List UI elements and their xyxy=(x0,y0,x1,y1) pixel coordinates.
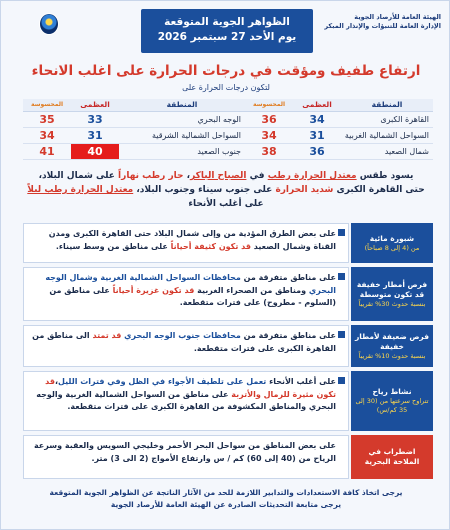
feel-cell: 41 xyxy=(23,143,71,159)
col-region: المنطقة xyxy=(341,99,433,111)
bulletin-date: يوم الأحد 27 سبتمبر 2026 xyxy=(157,31,297,43)
card-highlight: قد تكون مثيرة للرمال والأتربة xyxy=(45,377,336,399)
card-text: على مناطق من (السلوم - مطروح) على فترات متقطعة. xyxy=(49,285,336,307)
general-text: يسود طقس xyxy=(356,171,414,181)
card-text: على مناطق من السواحل الشمالية الغربية والوجه البحري والمناطق المكشوفة من القاهرة الكبرى على فترات متقطعة. xyxy=(36,389,336,411)
general-highlight: معتدل الحرارة رطب ليلاً xyxy=(27,185,134,195)
authority-logo-icon xyxy=(39,13,59,35)
region-cell: الوجه البحري xyxy=(119,111,245,127)
card-wind xyxy=(23,371,433,431)
card-highlight: قد تكون كثيفة أحياناً xyxy=(170,241,251,251)
max-cell: 33 xyxy=(71,111,119,127)
card-weak-rain xyxy=(23,325,433,367)
card-label xyxy=(351,435,433,479)
feel-cell: 38 xyxy=(245,143,293,159)
card-label xyxy=(351,223,433,263)
general-highlight: حار رطب نهاراً xyxy=(118,171,184,181)
card-text: على أغلب الأنحاء xyxy=(266,377,336,386)
card-marine xyxy=(23,435,433,479)
bullet-icon xyxy=(338,377,345,384)
general-text: على شمال البلاد، xyxy=(38,171,119,181)
feel-cell: 36 xyxy=(245,111,293,127)
feel-cell: 34 xyxy=(245,127,293,143)
general-highlight: معتدل الحرارة رطب xyxy=(267,171,357,181)
card-body xyxy=(23,325,349,367)
card-fog xyxy=(23,223,433,263)
card-label-title: فرص أمطار خفيفة قد تكون متوسطة xyxy=(356,279,428,299)
col-max-2: العظمى xyxy=(71,99,119,111)
general-text: على جنوب سيناء وجنوب البلاد، xyxy=(133,185,276,195)
org-line-2: الإدارة العامة للتنبؤات والإنذار المبكر xyxy=(324,22,441,30)
table-header-row xyxy=(23,99,433,111)
org-line-1: الهيئة العامة للأرصاد الجوية xyxy=(354,13,441,21)
card-label-detail: من (4 إلى 8 صباحاً) xyxy=(364,243,420,252)
card-highlight: قد تكون غزيرة أحياناً xyxy=(112,285,195,295)
region-cell: شمال الصعيد xyxy=(341,143,433,159)
general-text: على أغلب الأنحاء xyxy=(188,199,264,209)
card-text: على بعض المناطق من سواحل البحر الأحمر وخليجي السويس والعقبة وسرعة الرياح من (40 إلى 60) كم / س وارتفاع الأمواج (2 الى 3) متر. xyxy=(33,441,336,463)
card-highlight: تعمل على تلطيف الأجواء في الظل وفي فترات الليل xyxy=(58,377,267,386)
card-label-title: شبورة مائية xyxy=(369,233,415,243)
card-label-title: فرص ضعيفة لأمطار خفيفة xyxy=(354,331,430,351)
bullet-icon xyxy=(338,273,345,280)
card-label-detail: الملاحة البحرية xyxy=(364,457,420,466)
general-text: حتى القاهرة الكبرى xyxy=(333,185,425,195)
card-body xyxy=(23,223,349,263)
footer-line-2: يرجى متابعة التحديثات الصادرة عن الهيئة العامة للأرصاد الجوية xyxy=(110,500,342,509)
card-label-title: نشاط رياح xyxy=(372,387,412,396)
card-body xyxy=(23,435,349,479)
max-cell-hot: 40 xyxy=(71,143,119,159)
card-text: الى مناطق من القاهرة الكبرى على فترات متقطعة. xyxy=(32,331,336,353)
headline-subtitle: لتكون درجات الحرارة على xyxy=(182,83,270,92)
card-label-detail: بنسبة حدوث 30% تقريباً xyxy=(358,299,426,308)
card-text: ومناطق من الصحراء الغربية xyxy=(194,285,309,295)
card-text: على مناطق متفرقة من xyxy=(240,331,336,340)
bullet-icon xyxy=(338,331,345,338)
header xyxy=(1,1,450,57)
col-max: العظمى xyxy=(293,99,341,111)
headline-title: ارتفاع طفيف ومؤقت في درجات الحرارة على اغلب الانحاء xyxy=(31,63,421,79)
region-cell: السواحل الشمالية الغربية xyxy=(341,127,433,143)
general-text: ، xyxy=(183,171,191,181)
col-feel-2: المحسوسة xyxy=(23,99,71,111)
feel-cell: 35 xyxy=(23,111,71,127)
card-highlight: قد تمتد xyxy=(92,331,122,340)
region-cell: القاهرة الكبرى xyxy=(341,111,433,127)
general-description xyxy=(15,169,437,211)
card-label-title: اضطراب في xyxy=(368,447,416,456)
table-row xyxy=(23,143,433,159)
card-text: على بعض الطرق المؤدية من وإلى شمال البلاد حتى القاهرة الكبرى ومدن القناة وشمال الصعيد xyxy=(48,229,336,251)
max-cell: 36 xyxy=(293,143,341,159)
temperature-table xyxy=(23,99,433,160)
title-banner xyxy=(141,9,313,53)
card-rain xyxy=(23,267,433,321)
region-cell: السواحل الشمالية الشرقية xyxy=(119,127,245,143)
card-label xyxy=(351,371,433,431)
general-highlight: الصباح الباكر xyxy=(190,171,247,181)
max-cell: 31 xyxy=(293,127,341,143)
card-text: على مناطق متفرقة من xyxy=(240,273,336,282)
card-body xyxy=(23,371,349,431)
card-text: على مناطق من وسط سيناء. xyxy=(55,241,171,251)
card-body xyxy=(23,267,349,321)
card-label xyxy=(351,267,433,321)
card-label-detail: بنسبة حدوث 10% تقريباً xyxy=(358,351,426,360)
general-highlight: شديد الحرارة xyxy=(275,185,334,195)
card-text: ، xyxy=(54,377,59,386)
card-highlight: محافظات جنوب الوجه البحري xyxy=(124,331,241,340)
footer-line-1: يرجى اتخاذ كافة الاستعدادات والتدابير اللازمة للحد من الآثار الناتجة عن الظواهر الجوية المتوقعة xyxy=(49,488,403,497)
max-cell: 31 xyxy=(71,127,119,143)
card-label xyxy=(351,325,433,367)
card-highlight: محافظات السواحل الشمالية الغربية وشمال الوجه البحري xyxy=(45,273,336,295)
col-feel: المحسوسة xyxy=(245,99,293,111)
bullet-icon xyxy=(338,229,345,236)
footer-notice xyxy=(15,487,437,511)
organization-name xyxy=(323,13,441,31)
feel-cell: 34 xyxy=(23,127,71,143)
col-region-2: المنطقة xyxy=(119,99,245,111)
region-cell: جنوب الصعيد xyxy=(119,143,245,159)
table-row xyxy=(23,111,433,127)
max-cell: 34 xyxy=(293,111,341,127)
table-row xyxy=(23,127,433,143)
card-label-detail: تتراوح سرعتها من (30 إلى 35 كم/س) xyxy=(355,397,429,414)
bulletin-title: الظواهر الجوية المتوقعة xyxy=(164,16,290,28)
general-text: في xyxy=(246,171,268,181)
